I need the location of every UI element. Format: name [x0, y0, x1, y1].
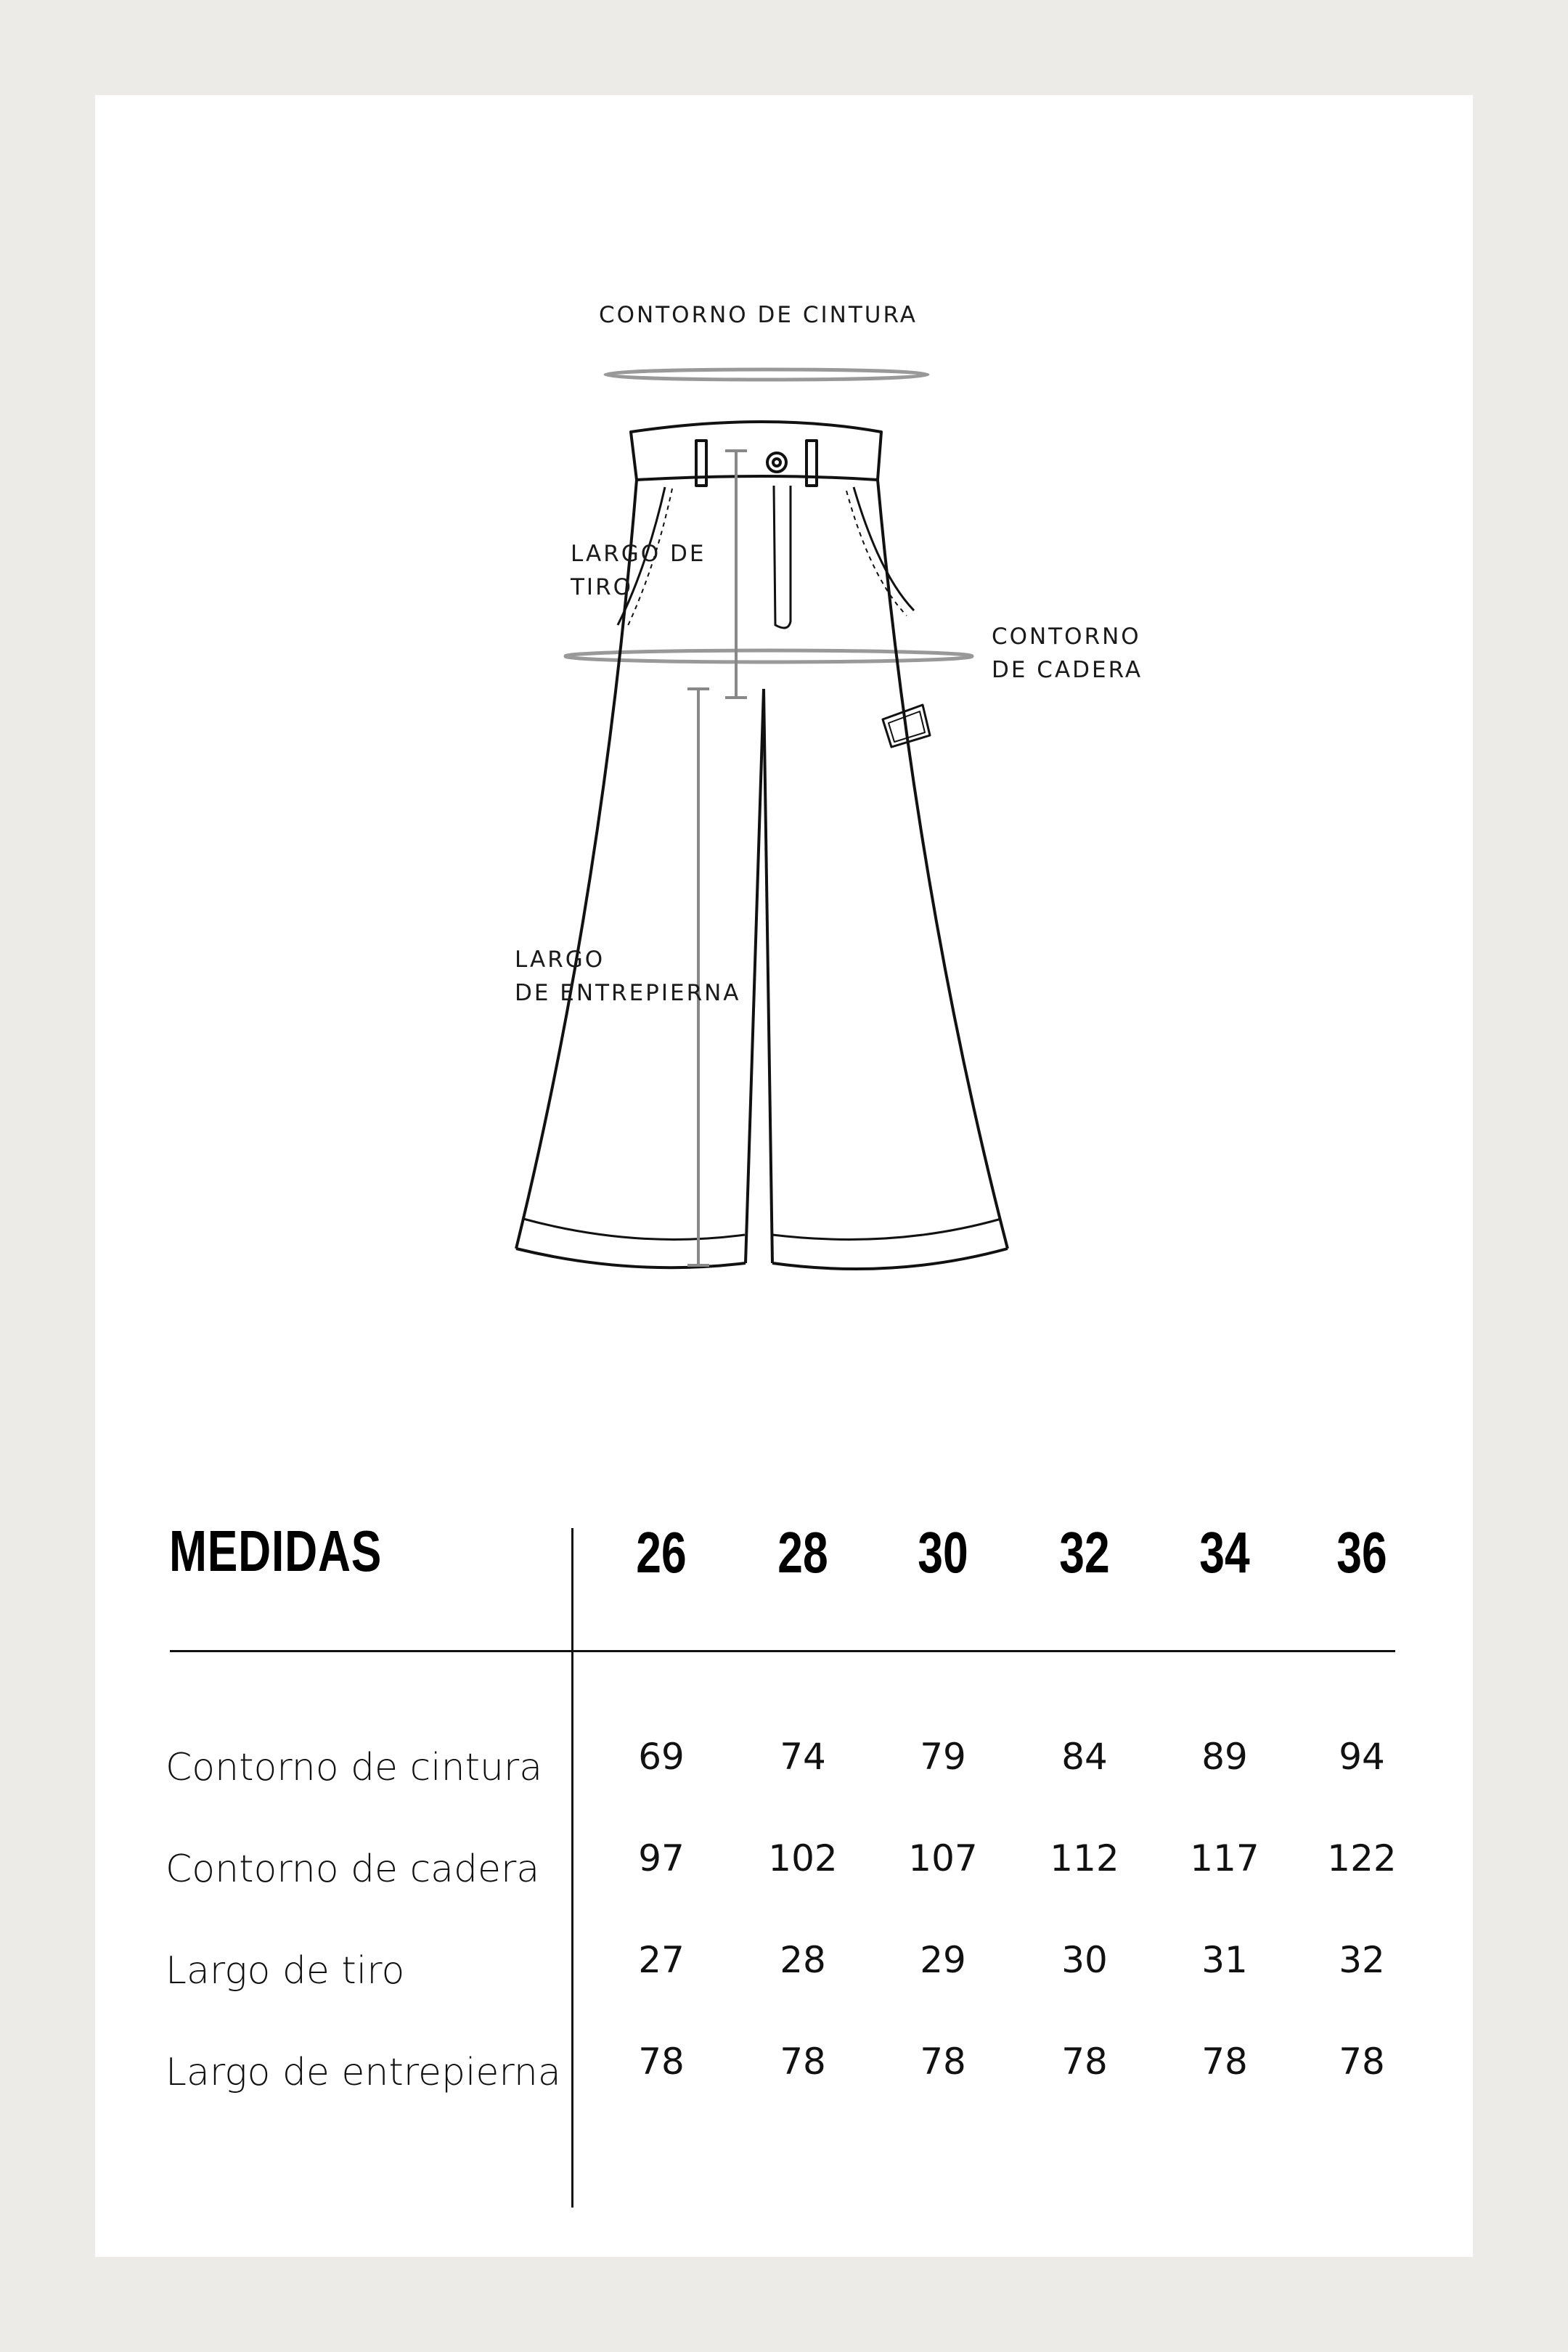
inseam-label: LARGO DE ENTREPIERNA	[515, 947, 741, 1006]
row-label: Largo de tiro	[166, 1949, 405, 1993]
table-cell: 112	[1050, 1837, 1119, 1879]
size-guide-card	[95, 95, 1473, 2257]
table-cell: 78	[638, 2041, 685, 2083]
table-header-divider	[170, 1650, 1395, 1652]
table-cell: 102	[768, 1837, 838, 1879]
hip-measure-ring	[565, 650, 972, 662]
table-cell: 84	[1061, 1736, 1108, 1778]
table-cell: 117	[1190, 1837, 1259, 1879]
table-cell: 78	[780, 2041, 826, 2083]
hip-label: CONTORNO DE CADERA	[992, 624, 1143, 683]
table-title: MEDIDAS	[169, 1519, 383, 1583]
table-cell: 122	[1327, 1837, 1397, 1879]
table-cell: 97	[638, 1837, 685, 1879]
table-vertical-divider	[571, 1528, 573, 2208]
table-cell: 78	[1201, 2041, 1248, 2083]
waist-label: CONTORNO DE CINTURA	[599, 302, 918, 328]
table-cell: 79	[920, 1736, 966, 1778]
table-cell: 94	[1339, 1736, 1385, 1778]
size-header-26: 26	[636, 1520, 687, 1585]
size-header-28: 28	[777, 1520, 828, 1585]
rise-label: LARGO DE TIRO	[571, 541, 706, 600]
table-cell: 107	[908, 1837, 978, 1879]
size-header-32: 32	[1059, 1520, 1110, 1585]
row-label: Contorno de cadera	[166, 1847, 540, 1891]
table-cell: 28	[780, 1939, 826, 1981]
size-header-34: 34	[1199, 1520, 1250, 1585]
pants-diagram	[95, 95, 1473, 1402]
table-cell: 78	[1339, 2041, 1385, 2083]
size-header-36: 36	[1336, 1520, 1387, 1585]
table-cell: 27	[638, 1939, 685, 1981]
size-header-30: 30	[918, 1520, 968, 1585]
waist-measure-ring	[605, 369, 928, 380]
row-label: Largo de entrepierna	[166, 2051, 561, 2094]
table-cell: 32	[1339, 1939, 1385, 1981]
table-cell: 30	[1061, 1939, 1108, 1981]
table-cell: 78	[1061, 2041, 1108, 2083]
table-cell: 31	[1201, 1939, 1248, 1981]
row-label: Contorno de cintura	[166, 1746, 543, 1789]
table-cell: 74	[780, 1736, 826, 1778]
table-cell: 69	[638, 1736, 685, 1778]
table-cell: 89	[1201, 1736, 1248, 1778]
table-cell: 78	[920, 2041, 966, 2083]
table-cell: 29	[920, 1939, 966, 1981]
